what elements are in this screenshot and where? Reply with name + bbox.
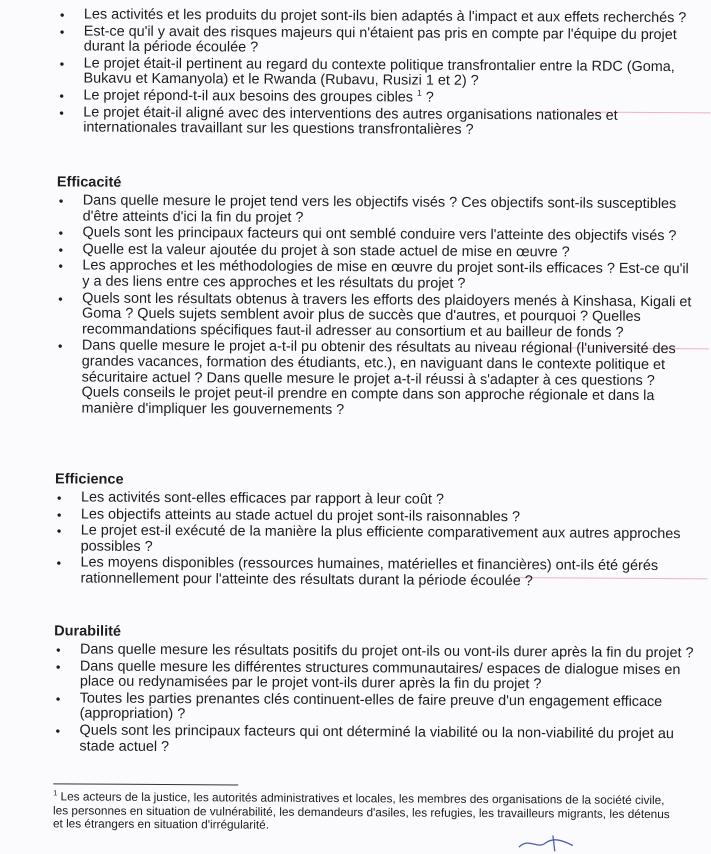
section-title-efficience: Efficience [55, 471, 124, 488]
list-item: • Les approches et les méthodologies de mise en œuvre du projet sont-ils efficaces ? Est-ce qu'il y a des liens entre ces approches et les résultats du projet ? [58, 257, 689, 292]
durabilite-section [53, 623, 694, 759]
list-item: • Le projet était-il aligné avec des interventions des autres organisations nationales et internationales travaillant sur les questions transfrontalières ? [59, 104, 618, 139]
footnote-text: Les acteurs de la justice, les autorités administratives et locales, les membres des organisations de la société civile, les personnes en situation de vulnérabilité, les demandeurs d'asiles, les refugies, les travailleurs migrants, les détenus et les étrangers en situation d'irrégularité. [52, 789, 670, 832]
intro-list [57, 7, 698, 140]
list-item: • Quels sont les résultats obtenus à travers les efforts des plaidoyers menés à Kinshasa, Kigali et Goma ? Quels sujets semblent avoir plus de succès que d'autres, et pourquoi ? Quelles recommandations spécifiques faut-il adresser au consortium et au bailleur de fonds ? [58, 290, 692, 341]
footnote-divider [53, 783, 238, 785]
list-item: • Les activités et les produits du projet sont-ils bien adaptés à l'impact et aux effets recherchés ? [59, 6, 687, 27]
list-item: • Quels sont les principaux facteurs qui ont semblé conduire vers l'atteinte des objectifs visés ? [58, 224, 677, 245]
efficience-section [54, 471, 695, 591]
efficacite-list [55, 193, 696, 420]
list-item: • Dans quelle mesure les différentes structures communautaires/ espaces de dialogue mises en place ou redynamisées par le projet vont-ils durer après la fin du projet ? [55, 658, 681, 693]
list-item: • Le projet répond-t-il aux besoins des groupes cibles $^1$ ? [59, 87, 434, 106]
list-item: • Quels sont les principaux facteurs qui ont déterminé la viabilité ou la non-viabilité du projet au stade actuel ? [55, 722, 674, 755]
intro-section [57, 7, 698, 141]
durabilite-list [53, 642, 694, 758]
list-item: • Le projet est-il exécuté de la manière la plus efficiente comparativement aux autres approches possibles ? [56, 522, 681, 555]
list-item: • Les activités sont-elles efficaces par rapport à leur coût ? [56, 489, 444, 508]
list-item: • Les objectifs atteints au stade actuel du projet sont-ils raisonnables ? [56, 506, 521, 525]
list-item: • Est-ce qu'il y avait des risques majeurs qui n'étaient pas pris en compte par l'équipe du projet durant la période écoulée ? [59, 23, 677, 56]
efficacite-section [55, 174, 696, 421]
list-item: • Les moyens disponibles (ressources humaines, matérielles et financières) ont-ils été gérés rationnellement pour l'atteinte des résultats durant la période écoulée ? [56, 554, 659, 590]
list-item: • Dans quelle mesure les résultats positifs du projet ont-ils ou vont-ils durer après la fin du projet ? [55, 641, 694, 662]
section-title-efficacite: Efficacité [56, 174, 122, 191]
list-item: • Quelle est la valeur ajoutée du projet à son stade actuel de mise en œuvre ? [58, 241, 570, 261]
section-title-durabilite: Durabilité [54, 623, 122, 640]
signature-mark [515, 831, 585, 853]
footnote [53, 790, 673, 834]
list-item: • Dans quelle mesure le projet a-t-il pu obtenir des résultats au niveau régional (l'université des grandes vacances, formation des étudiants, etc.), en naviguant dans le contexte politique et sécuritaire actuel ? Dans quelle mesure le projet a-t-il réussi à s'adapter à ces questions ? Quels conseils le projet peut-il prendre en compte dans son approche régionale et dans la manière d'impliquer les gouvernements ? [57, 337, 676, 418]
efficience-list [54, 490, 695, 590]
list-item: • Toutes les parties prenantes clés continuent-elles de faire preuve d'un engagement efficace (appropriation) ? [55, 690, 663, 723]
list-item: • Dans quelle mesure le projet tend vers les objectifs visés ? Ces objectifs sont-ils susceptibles d'être atteints d'ici la fin du projet ? [58, 192, 677, 226]
footnote-number: 1 [53, 788, 58, 798]
footnote-ref: 1 [416, 87, 422, 98]
list-item: • Le projet était-il pertinent au regard du contexte politique transfrontalier entre la RDC (Goma, Bukavu et Kamanyola) et le Rwanda (Rubavu, Rusizi 1 et 2) ? [59, 55, 675, 90]
